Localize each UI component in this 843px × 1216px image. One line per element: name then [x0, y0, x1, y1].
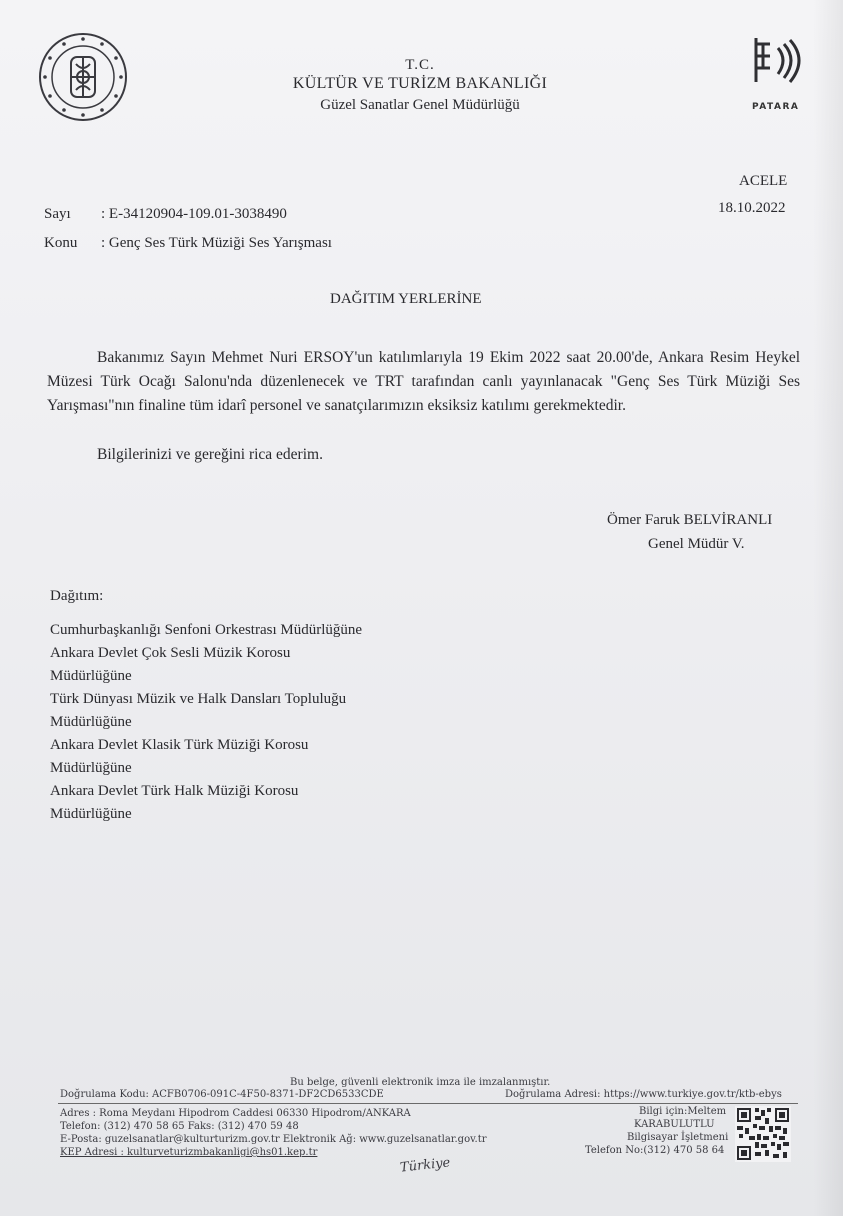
- header-ministry: KÜLTÜR VE TURİZM BAKANLIĞI: [292, 75, 548, 92]
- patara-logo-icon: [748, 34, 802, 88]
- list-item: Müdürlüğüne: [50, 714, 132, 730]
- sayi-value: : E-34120904-109.01-3038490: [101, 206, 287, 222]
- list-item: Türk Dünyası Müzik ve Halk Dansları Topluluğu: [50, 691, 347, 707]
- konu-value: : Genç Ses Türk Müziği Ses Yarışması: [101, 235, 332, 251]
- list-item: Cumhurbaşkanlığı Senfoni Orkestrası Müdürlüğüne: [50, 622, 363, 638]
- verification-address: Doğrulama Adresi: https://www.turkiye.gov.tr/ktb-ebys: [505, 1089, 782, 1100]
- info-contact-surname: KARABULUTLU: [634, 1119, 715, 1130]
- document-date: 18.10.2022: [718, 200, 786, 216]
- distribution-list: [50, 619, 362, 826]
- info-contact-name: Bilgi için:Meltem: [639, 1106, 727, 1117]
- signatory-name: Ömer Faruk BELVİRANLI: [607, 512, 773, 528]
- ministry-seal-icon: [38, 32, 128, 122]
- signatory-title: Genel Müdür V.: [648, 536, 745, 552]
- esign-notice: Bu belge, güvenli elektronik imza ile imzalanmıştır.: [290, 1077, 551, 1088]
- konu-label: Konu: [44, 235, 78, 251]
- list-item: Ankara Devlet Klasik Türk Müziği Korosu: [50, 737, 309, 753]
- footer-divider: [58, 1103, 798, 1104]
- body-paragraph-1: Bakanımız Sayın Mehmet Nuri ERSOY'un katılımlarıyla 19 Ekim 2022 saat 20.00'de, Ankara Resim Heykel Müzesi Türk Ocağı Salonu'nda düzenlenecek ve TRT tarafından canlı yayınlanacak "Genç Ses Türk Müziği Ses Yarışması"nın finaline tüm idarî personel ve sanatçılarımızın eksiksiz katılımı gerekmektedir.: [47, 349, 800, 414]
- info-contact-phone: Telefon No:(312) 470 58 64: [585, 1145, 725, 1156]
- turkiye-wordmark: Türkiye: [399, 1155, 451, 1176]
- page-edge-shadow: [813, 0, 843, 1216]
- distribution-label: Dağıtım:: [50, 588, 104, 604]
- footer-phone: Telefon: (312) 470 58 65 Faks: (312) 470 59 48: [60, 1121, 299, 1132]
- footer-email: E-Posta: guzelsanatlar@kulturturizm.gov.tr Elektronik Ağ: www.guzelsanatlar.gov.tr: [60, 1134, 487, 1145]
- list-item: Ankara Devlet Çok Sesli Müzik Korosu: [50, 645, 291, 661]
- info-contact-role: Bilgisayar İşletmeni: [627, 1132, 729, 1143]
- patara-label: PATARA: [752, 102, 800, 112]
- list-item: Müdürlüğüne: [50, 806, 132, 822]
- header-department: Güzel Sanatlar Genel Müdürlüğü: [320, 97, 520, 113]
- header-tc: T.C.: [405, 57, 435, 73]
- sayi-label: Sayı: [44, 206, 71, 222]
- list-item: Müdürlüğüne: [50, 760, 132, 776]
- priority-label: ACELE: [739, 173, 788, 189]
- list-item: Ankara Devlet Türk Halk Müziği Korosu: [50, 783, 299, 799]
- footer-kep: KEP Adresi : kulturveturizmbakanligi@hs01.kep.tr: [60, 1147, 318, 1158]
- verification-code: Doğrulama Kodu: ACFB0706-091C-4F50-8371-DF2CD6533CDE: [60, 1089, 384, 1100]
- qr-code-icon: [735, 1106, 791, 1162]
- footer-address: Adres : Roma Meydanı Hipodrom Caddesi 06330 Hipodrom/ANKARA: [60, 1108, 411, 1119]
- list-item: Müdürlüğüne: [50, 668, 132, 684]
- body-paragraph-2: Bilgilerinizi ve gereğini rica ederim.: [97, 446, 323, 463]
- addressee: DAĞITIM YERLERİNE: [330, 291, 482, 307]
